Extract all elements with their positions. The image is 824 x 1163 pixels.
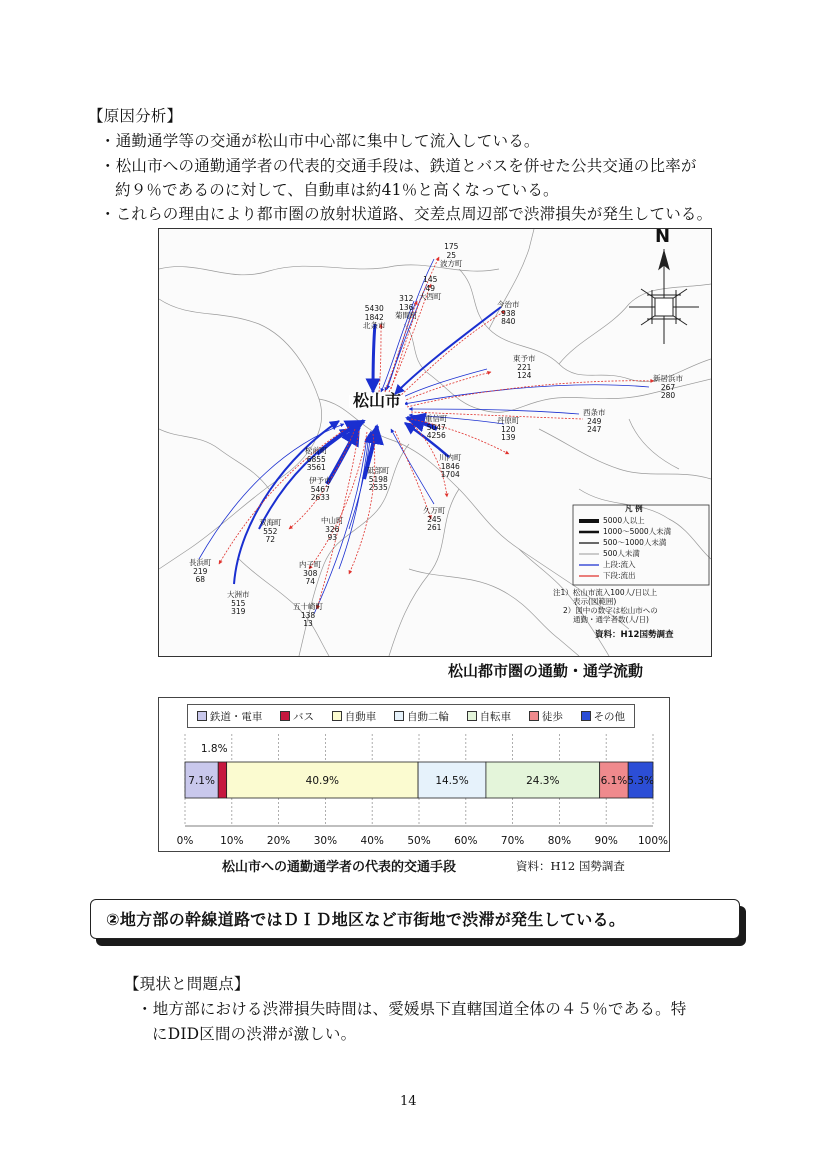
x-tick-label: 50% [407,835,431,847]
x-tick-label: 30% [313,835,338,847]
x-tick-label: 60% [454,835,478,847]
section2-banner-text: ②地方部の幹線道路ではＤＩＤ地区など市街地で渋滞が発生している。 [106,910,626,929]
map-note: 注1）松山市流入100人/日以上 [553,588,658,597]
city-label-ozu: 大洲市 515 319 [227,590,250,616]
map-note: 2）図中の数字は松山市への [563,606,658,615]
map-source: 資料：H12国勢調査 [595,630,674,640]
city-label-ikazaki: 五十崎町 138 13 [293,602,323,628]
cause-bullet-3: ・これらの理由により都市圏の放射状道路、交差点周辺部で渋滞損失が発生している。 [100,205,713,223]
mode-share-chart [158,697,670,852]
legend-item-walk: 徒歩 [529,709,563,724]
map-legend-item: 500～1000人未満 [603,538,667,547]
city-label-shigenobu: 重信町 5047 4256 [425,414,448,440]
stacked-bar-plot [159,698,669,851]
x-tick-label: 80% [547,835,572,847]
map-legend-item: 500人未満 [603,549,640,558]
legend-item-bicycle: 自転車 [467,709,512,724]
data-label: 7.1% [188,775,215,787]
section2-heading: 【現状と問題点】 [124,975,250,993]
legend-item-motorcycle: 自動二輪 [394,709,449,724]
data-label: 24.3% [526,775,560,787]
commute-flow-map [158,228,712,657]
page-number: 14 [400,1094,417,1109]
data-label: 40.9% [305,775,340,787]
map-caption: 松山都市圏の通勤・通学流動 [448,662,644,680]
x-tick-label: 70% [500,835,525,847]
city-label-kuma: 久万町 245 261 [423,506,446,532]
legend-item-bus: バス [280,709,314,724]
legend-item-car: 自動車 [332,709,377,724]
city-label-nakayama: 中山町 326 93 [321,516,344,542]
map-legend-item: 1000～5000人未満 [603,527,672,536]
cause-bullet-2: ・松山市への通勤通学者の代表的交通手段は、鉄道とバスを併せた公共交通の比率が [100,157,697,175]
legend-item-rail: 鉄道・電車 [197,709,263,724]
cause-bullet-2-cont: 約９％であるのに対して、自動車は約41％と高くなっている。 [115,181,559,199]
bar-segment [218,762,226,798]
cause-heading: 【原因分析】 [88,107,183,125]
city-label-niihama: 新居浜市 267 280 [653,374,683,400]
x-tick-label: 20% [266,835,291,847]
city-label-masaki: 松前町 6855 3561 [305,446,328,472]
city-label-saijo: 西条市 249 247 [583,408,606,434]
data-label: 6.1% [600,775,628,787]
city-label-imabari: 今治市 938 840 [497,300,520,326]
north-label: N [655,226,671,247]
city-label-kikuma: 312 136 菊間町 [395,294,418,320]
x-tick-label: 10% [220,835,244,847]
section2-bullet-1: ・地方部における渋滞損失時間は、愛媛県下直轄国道全体の４５％である。特 [137,1000,687,1018]
city-label-hojo: 5430 1842 北条市 [363,304,386,330]
flow-arrows-inbound [199,259,649,614]
map-note: 通勤・通学者数(人/日) [573,615,649,624]
city-label-iyo: 伊予市 5467 2633 [309,476,332,502]
data-label: 5.3% [627,775,654,787]
data-label: 1.8% [200,743,228,755]
city-label-futami: 双海町 552 72 [259,518,282,544]
x-tick-label: 100% [637,835,669,847]
city-label-nagahama: 長浜町 219 68 [189,558,212,584]
legend-item-other: その他 [581,709,626,724]
x-tick-label: 40% [360,835,384,847]
city-label-uchiko: 内子町 308 74 [299,560,322,586]
map-legend-item: 下段:流出 [603,571,636,580]
chart-caption: 松山市への通勤通学者の代表的交通手段 [222,860,457,875]
chart-source: 資料：H12 国勢調査 [516,859,625,873]
city-label-hakata: 175 25 波方町 [440,242,463,268]
map-legend-title: 凡 例 [625,504,643,513]
center-city-label: 松山市 [349,395,405,408]
city-label-kawauchi: 川内町 1846 1704 [439,453,462,479]
data-label: 14.5% [435,775,469,787]
city-label-toyo: 東予市 221 124 [513,354,536,380]
cause-bullet-1: ・通勤通学等の交通が松山市中心部に集中して流入している。 [100,132,540,150]
city-label-tobe: 砥部町 5198 2535 [367,466,390,492]
x-tick-label: 0% [176,835,194,847]
city-label-tanbara: 丹原町 120 139 [497,416,520,442]
section2-bullet-1-cont: にDID区間の渋滞が激しい。 [152,1025,357,1043]
city-label-onishi: 145 49 大西町 [419,275,442,301]
map-legend-item: 上段:流入 [603,560,636,569]
map-legend-item: 5000人以上 [603,516,645,525]
map-note: 表示(図範囲) [573,597,617,606]
x-tick-label: 90% [594,835,618,847]
